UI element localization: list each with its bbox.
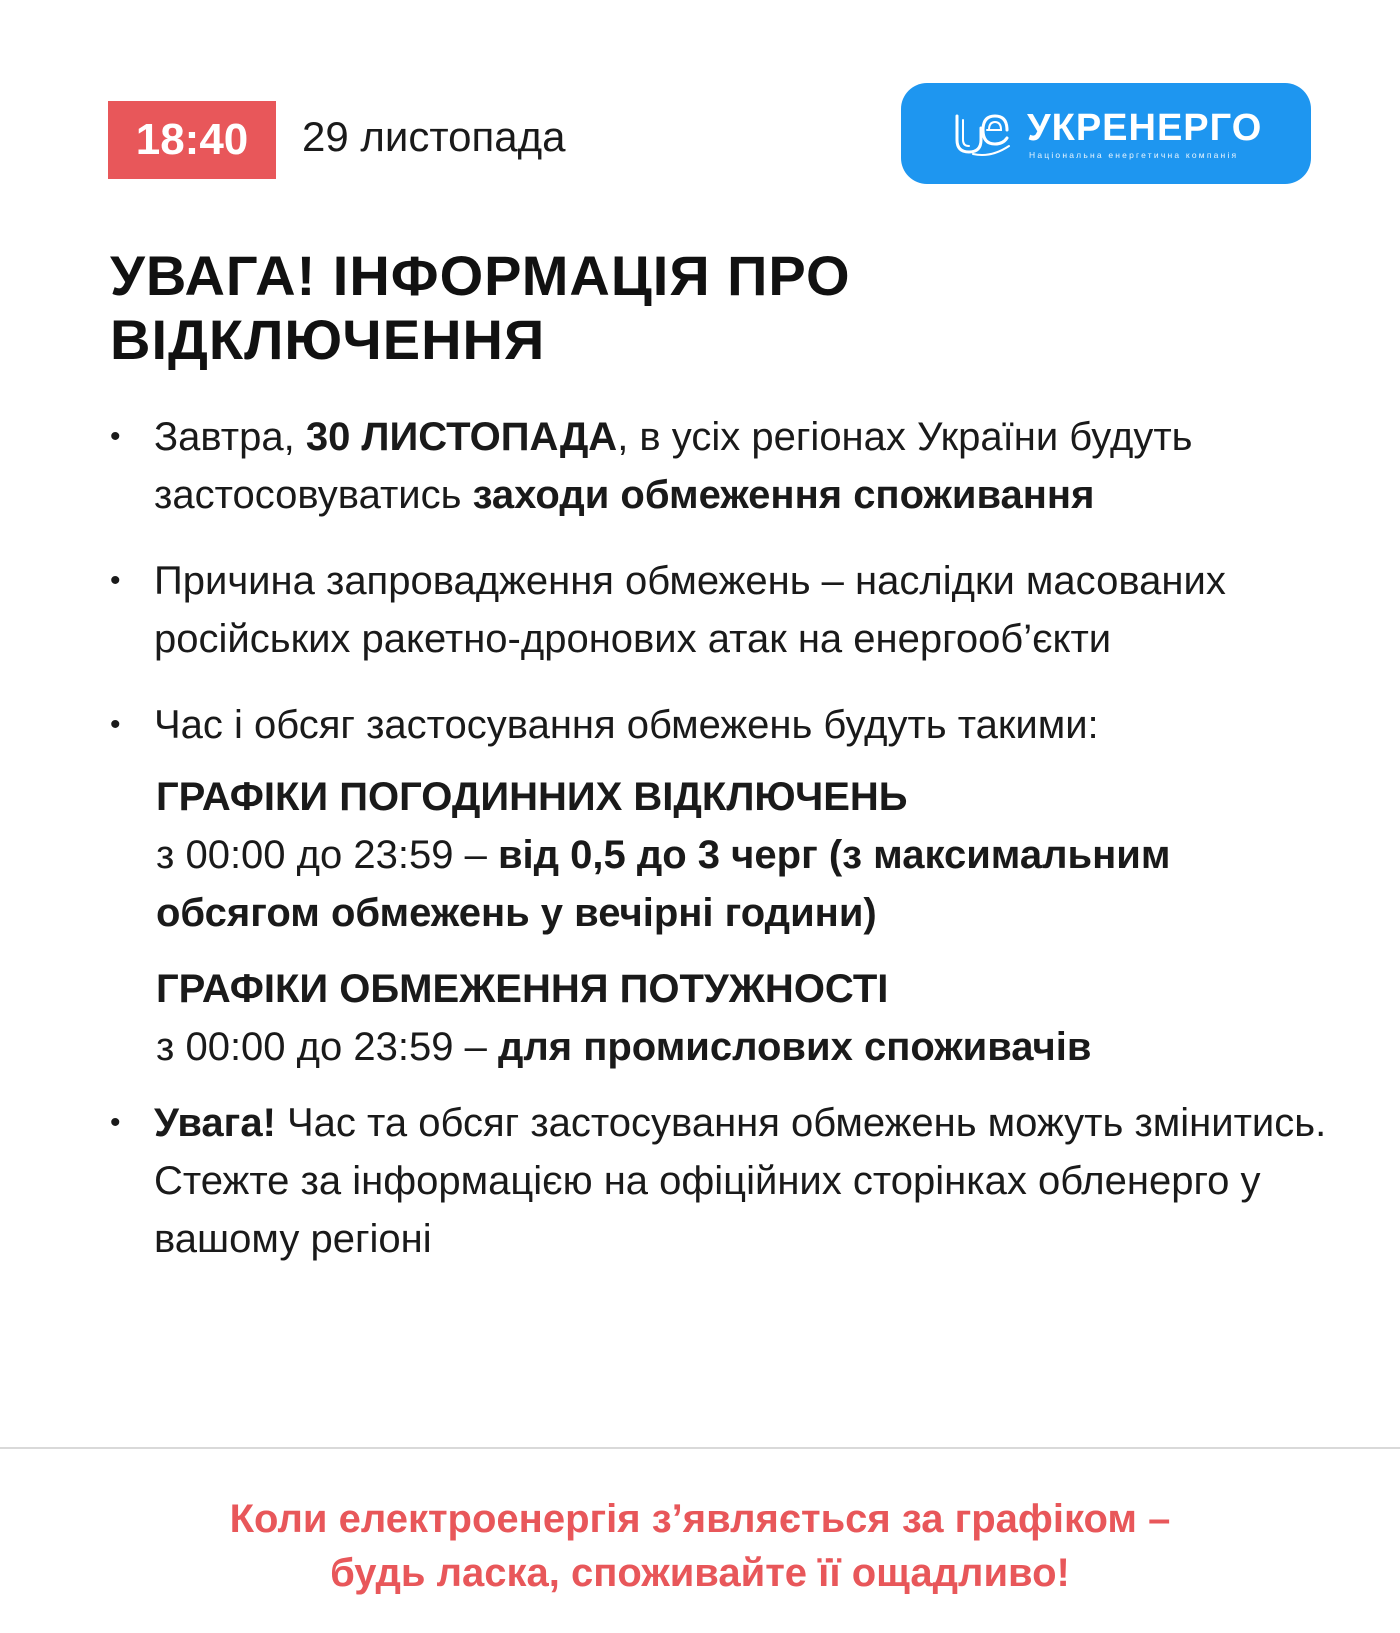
schedule-line	[156, 826, 1330, 942]
footer-message	[0, 1492, 1400, 1600]
bullet-text: Час і обсяг застосування обмежень будуть такими:	[154, 703, 1099, 747]
schedule-detail: для промислових споживачів	[497, 1025, 1092, 1069]
bullet-dot: •	[110, 708, 121, 741]
schedule-hourly	[110, 768, 1330, 942]
title-line-1: УВАГА! ІНФОРМАЦІЯ ПРО	[110, 244, 851, 307]
bullet-emphasis: заходи обмеження споживання	[472, 473, 1095, 517]
logo-name: УКРЕНЕРГО	[1027, 107, 1263, 149]
bullet-schedule-intro	[110, 696, 1330, 754]
schedule-line	[156, 1018, 1330, 1076]
schedule-title: ГРАФІКИ ОБМЕЖЕННЯ ПОТУЖНОСТІ	[156, 967, 889, 1011]
logo-subtitle: Національна енергетична компанія	[1029, 150, 1239, 160]
bullet-text: Причина запровадження обмежень – наслідки масованих російських ракетно-дронових атак на енергооб’єкти	[154, 559, 1226, 661]
divider	[0, 1447, 1400, 1449]
ukrenergo-logo-icon	[951, 110, 1013, 158]
bullet-date: 30 ЛИСТОПАДА	[305, 415, 618, 459]
bullet-text: Завтра,	[154, 415, 306, 459]
bullet-text: Час та обсяг застосування обмежень можуть змінитись. Стежте за інформацією на офіційних сторінках обленерго у вашому регіоні	[154, 1101, 1327, 1261]
date-text: 29 листопада	[302, 113, 566, 160]
bullet-list	[110, 408, 1330, 1268]
bullet-tomorrow	[110, 408, 1330, 524]
bullet-dot: •	[110, 420, 121, 453]
footer-line-2: будь ласка, споживайте її ощадливо!	[330, 1551, 1070, 1595]
bullet-warning	[110, 1094, 1330, 1268]
bullet-text: , в усіх регіонах України будуть застосовуватись	[154, 415, 1193, 517]
bullet-reason	[110, 552, 1330, 668]
footer-line-1: Коли електроенергія з’являється за графіком –	[229, 1497, 1171, 1541]
schedule-power	[110, 960, 1330, 1076]
ukrenergo-logo	[901, 83, 1311, 184]
bullet-dot: •	[110, 564, 121, 597]
title-line-2: ВІДКЛЮЧЕННЯ	[110, 308, 546, 371]
header	[0, 0, 1400, 200]
page-title	[110, 244, 1110, 372]
schedule-time: з 00:00 до 23:59 –	[156, 833, 498, 877]
schedule-time: з 00:00 до 23:59 –	[156, 1025, 498, 1069]
time-badge: 18:40	[108, 101, 276, 179]
schedule-detail: від 0,5 до 3 черг (з максимальним обсягом обмежень у вечірні години)	[156, 833, 1171, 935]
bullet-warning-label: Увага!	[154, 1101, 276, 1145]
schedule-title: ГРАФІКИ ПОГОДИННИХ ВІДКЛЮЧЕНЬ	[156, 775, 908, 819]
bullet-dot: •	[110, 1106, 121, 1139]
